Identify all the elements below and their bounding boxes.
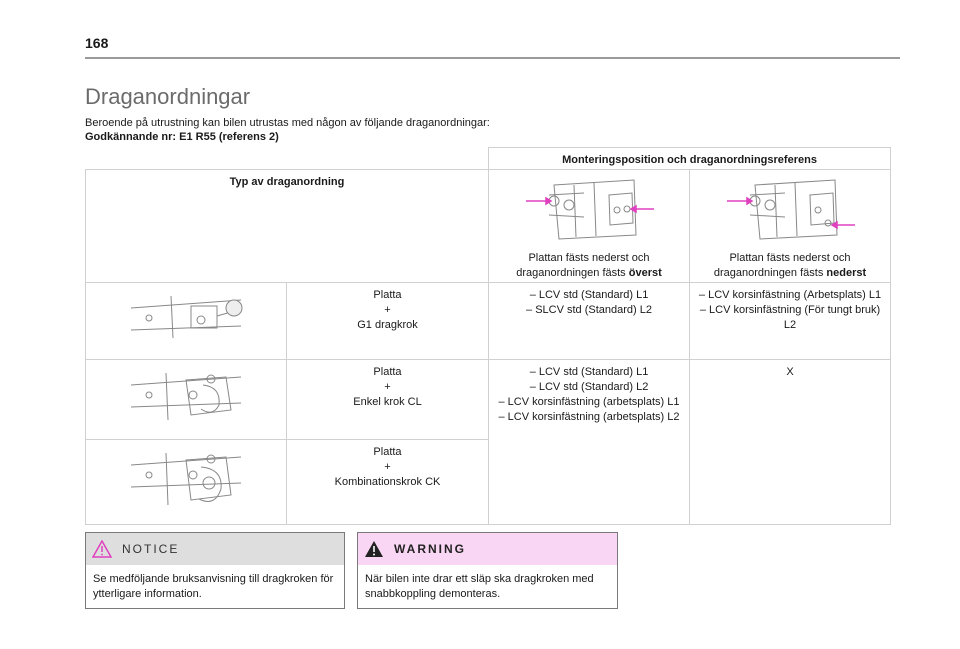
notice-text: Se medföljande bruksanvisning till dragkroken för ytterligare information. — [93, 573, 334, 600]
g1-hook-image-cell — [86, 283, 287, 360]
ref-item: – SLCV std (Standard) L2 — [526, 304, 652, 316]
ref-item: – LCV korsinfästning (Arbetsplats) L1 — [698, 289, 882, 301]
warning-label: WARNING — [394, 542, 466, 556]
approval-number: Godkännande nr: E1 R55 (referens 2) — [85, 131, 279, 143]
mount-top-caption — [493, 251, 685, 281]
notice-label: NOTICE — [122, 542, 180, 556]
g1-hook-top-refs — [489, 283, 690, 360]
type-line: Enkel krok CL — [353, 396, 422, 408]
warning-text: När bilen inte drar ett släp ska dragkroken med snabbkoppling demonteras. — [365, 573, 594, 600]
g1-hook-bottom-refs — [690, 283, 891, 360]
cl-hook-illustration — [121, 365, 251, 425]
ref-item: – LCV korsinfästning (För tungt bruk) L2 — [699, 304, 881, 331]
intro-text — [85, 116, 490, 144]
empty-header-cell — [86, 148, 489, 170]
caution-triangle-icon — [92, 540, 112, 558]
type-line: + — [384, 381, 391, 393]
type-line: Kombinationskrok CK — [334, 476, 441, 488]
ref-item: X — [786, 366, 794, 378]
warning-triangle-icon — [364, 540, 384, 558]
cl-ck-bottom-refs — [690, 360, 891, 525]
type-header: Typ av draganordning — [86, 170, 489, 283]
intro-line: Beroende på utrustning kan bilen utrustas med någon av följande draganordningar: — [85, 117, 490, 129]
ck-hook-type-cell — [287, 440, 489, 525]
warning-box — [357, 532, 618, 609]
mount-position-header: Monteringsposition och draganordningsreferens — [489, 148, 891, 170]
type-line: + — [384, 461, 391, 473]
ref-item: – LCV std (Standard) L2 — [529, 381, 649, 393]
type-line: Platta — [373, 366, 402, 378]
ref-item: – LCV std (Standard) L1 — [529, 366, 649, 378]
notice-box — [85, 532, 345, 609]
mount-top-cell — [489, 170, 690, 283]
page-title: Draganordningar — [85, 84, 251, 109]
type-line: + — [384, 304, 391, 316]
ck-hook-illustration — [121, 445, 251, 515]
mount-top-caption-text: Plattan fästs nederst och draganordningen fästs — [516, 252, 650, 279]
ck-hook-image-cell — [86, 440, 287, 525]
notice-header — [86, 533, 344, 565]
type-line: G1 dragkrok — [357, 319, 418, 331]
ref-item: – LCV korsinfästning (arbetsplats) L2 — [498, 411, 680, 423]
mount-bottom-caption — [694, 251, 886, 281]
header-rule — [85, 57, 900, 59]
mount-bottom-emphasis: nederst — [826, 267, 867, 279]
mount-top-emphasis: överst — [628, 267, 662, 279]
g1-hook-type-cell — [287, 283, 489, 360]
g1-ball-hook-illustration — [121, 288, 251, 343]
type-line: Platta — [373, 446, 402, 458]
mount-top-illustration — [514, 175, 664, 245]
mount-bottom-caption-text: Plattan fästs nederst och draganordningen fästs — [713, 252, 851, 279]
tow-bar-table — [85, 147, 891, 525]
mount-bottom-cell — [690, 170, 891, 283]
type-line: Platta — [373, 289, 402, 301]
warning-header — [358, 533, 617, 565]
cl-ck-top-refs — [489, 360, 690, 525]
cl-hook-image-cell — [86, 360, 287, 440]
ref-item: – LCV korsinfästning (arbetsplats) L1 — [498, 396, 680, 408]
cl-hook-type-cell — [287, 360, 489, 440]
page-number: 168 — [85, 35, 109, 51]
ref-item: – LCV std (Standard) L1 — [529, 289, 649, 301]
mount-bottom-illustration — [715, 175, 865, 245]
